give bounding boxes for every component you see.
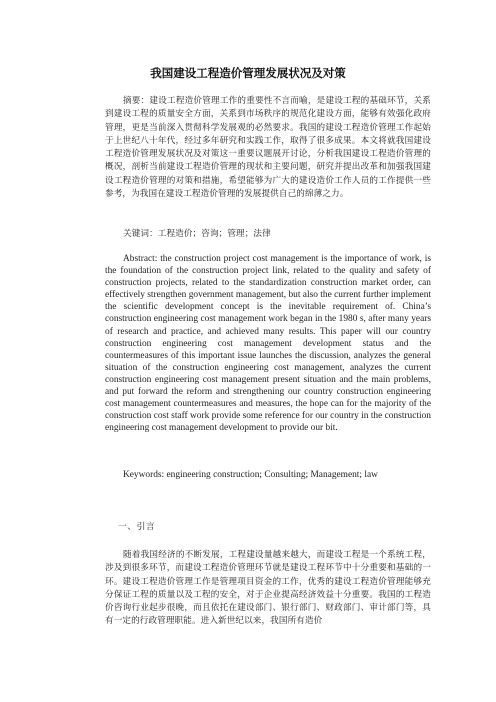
english-keywords: Keywords: engineering construction; Consulting; Management; law (123, 470, 378, 480)
chinese-keywords: 关键词：工程造价；咨询；管理；法律 (123, 229, 271, 239)
introduction-paragraph: 随着我国经济的不断发展，工程建设量越来越大，而建设工程是一个系统工程，涉及到很多环节，而建设工程造价管理环节就是建设工程环节中十分重要和基础的一环。建设工程造价管理工作是管理项目资金的工作，优秀的建设工程造价管理能够充分保证工程的质量以及工程的安全，对于企业提高经济效益十分重要。我国的工程造价咨询行业起步很晚，而且依托在建设部门、银行部门、财政部门、审计部门等，具有一定的行政管理职能。进入新世纪以来，我国所有造价 (105, 550, 431, 627)
section-heading-introduction: 一、引言 (118, 522, 156, 532)
document-title: 我国建设工程造价管理发展状况及对策 (150, 66, 346, 80)
english-abstract: Abstract: the construction project cost management is the importance of work, is the foundation of the construction project link, related to the quality and safety of construction projects, related to the standardization construction market order, can effectively strengthen government management, but also the current further implement the scientific development concept is the inevitable requirement of. China’s construction engineering cost management work began in the 1980 s, after many years of research and practice, and achieved many results. This paper will our country construction engineering cost management development status and the countermeasures of this important issue launches the discussion, analyzes the general situation of the construction engineering cost management, analyzes the current construction engineering cost management present situation and the main problems, and put forward the reform and strengthening our country construction engineering cost management countermeasures and measures, the hope can for the majority of the construction cost staff work provide some reference for our country in the construction engineering cost management development to provide our bit. (105, 254, 431, 434)
chinese-abstract: 摘要：建设工程造价管理工作的重要性不言而喻，是建设工程的基础环节，关系到建设工程的质量安全方面，关系到市场秩序的规范化建设方面，能够有效强化政府管理，更是当前深入贯彻科学发展观的必然要求。我国的建设工程造价管理工作起始于上世纪八十年代，经过多年研究和实践工作，取得了很多成果。本文将就我国建设工程造价管理发展状况及对策这一重要议题展开讨论，分析我国建设工程造价管理的概况，剖析当前建设工程造价管理的现状和主要问题，研究并提出改革和加强我国建设工程造价管理的对策和措施，希望能够为广大的建设造价工作人员的工作提供一些参考，为我国在建设工程造价管理的发展提供自己的绵薄之力。 (105, 96, 431, 200)
